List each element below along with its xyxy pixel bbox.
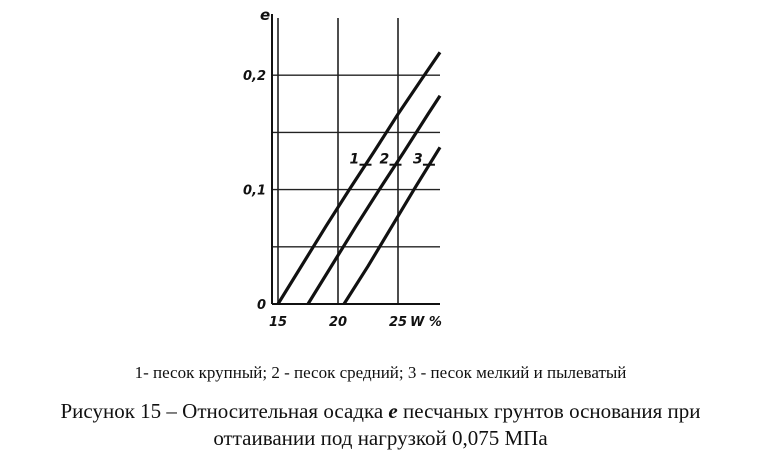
- figure-caption: [0, 398, 761, 452]
- caption-symbol: e: [388, 399, 398, 423]
- series-group: [278, 52, 440, 304]
- x-tick-label: 20: [328, 315, 348, 330]
- x-tick-label: 15: [268, 315, 288, 330]
- series-label-1: 1: [349, 151, 360, 168]
- legend-text: 1- песок крупный; 2 - песок средний; 3 - песок мелкий и пылеватый: [134, 363, 627, 382]
- caption-line-1-after: песчаных грунтов основания при: [397, 399, 701, 423]
- series-line-1: [278, 52, 440, 304]
- y-tick-label: 0,2: [242, 69, 266, 85]
- x-tick-label: 25: [388, 315, 408, 330]
- series-line-2: [308, 96, 440, 304]
- y-tick-label: 0: [256, 298, 266, 313]
- caption-line-1-before: Рисунок 15 – Относительная осадка: [60, 399, 389, 423]
- y-axis-label: e: [260, 6, 271, 24]
- caption-line-1: [0, 398, 761, 425]
- y-tick-label: 0,1: [242, 183, 266, 199]
- caption-line-2: оттаивании под нагрузкой 0,075 МПа: [213, 426, 548, 450]
- series-label-2: 2: [379, 151, 390, 168]
- series-label-3: 3: [412, 151, 423, 168]
- x-axis-label: W %: [410, 315, 442, 330]
